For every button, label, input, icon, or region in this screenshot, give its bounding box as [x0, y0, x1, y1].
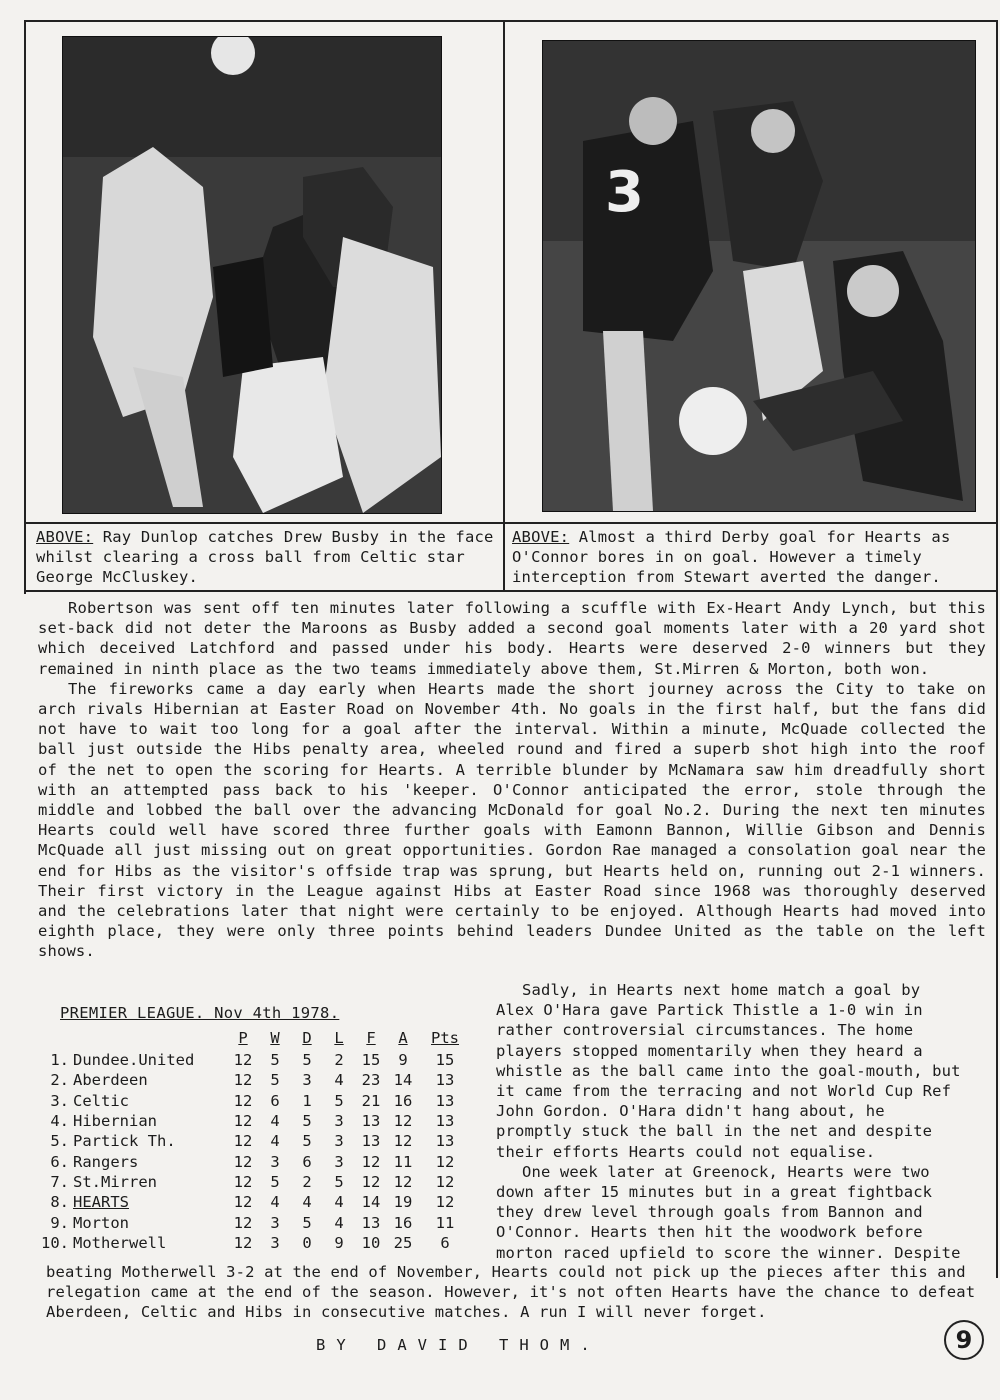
- league-points: 6: [440, 1233, 450, 1252]
- header-points: Pts: [431, 1029, 459, 1047]
- league-table-row: [38, 1131, 471, 1151]
- league-stat-f: 21: [361, 1091, 381, 1110]
- league-team-name: Celtic: [73, 1091, 129, 1110]
- league-points: 15: [435, 1051, 455, 1070]
- league-position: 6.: [50, 1152, 69, 1171]
- league-stat-a: 25: [393, 1233, 413, 1252]
- league-stat-l: 5: [334, 1091, 344, 1110]
- league-stat-f: 13: [361, 1213, 381, 1232]
- caption-right: [512, 527, 980, 587]
- frame-top-border: [24, 20, 998, 22]
- photo-left: [62, 36, 442, 514]
- league-position: 1.: [50, 1051, 69, 1070]
- caption-left-text: Ray Dunlop catches Drew Busby in the face whilst clearing a cross ball from Celtic star George McCluskey.: [36, 528, 494, 586]
- league-stat-w: 4: [270, 1112, 280, 1131]
- league-stat-d: 5: [302, 1112, 312, 1131]
- league-stat-w: 5: [270, 1172, 280, 1191]
- league-stat-w: 4: [270, 1132, 280, 1151]
- league-table-header-row: [38, 1026, 471, 1050]
- caption-left: [36, 527, 496, 587]
- photo-right-graphic: [543, 41, 975, 511]
- article-right-paragraph: Sadly, in Hearts next home match a goal by Alex O'Hara gave Partick Thistle a 1-0 win in rather controversial circumstances. The home players stopped momentarily when they heard a whistle as the ball came into the goal-mouth, but it came from the terracing and not World Cup Ref John Gordon. O'Hara didn't hang about, he promptly stuck the ball in the net and despite their efforts Hearts could not equalise.: [496, 981, 961, 1161]
- league-table-title: PREMIER LEAGUE. Nov 4th 1978.: [60, 1004, 340, 1022]
- league-stat-p: 12: [233, 1213, 253, 1232]
- article-right-paragraph: One week later at Greenock, Hearts were two down after 15 minutes but in a great fightback they drew level through goals from Bannon and O'Connor. Hearts then hit the woodwork before morton raced upfield to score the winner. Despite: [496, 1162, 961, 1262]
- frame-caption-top-border: [24, 522, 998, 524]
- shirt-number-three: 3: [605, 160, 644, 225]
- league-stat-d: 1: [302, 1091, 312, 1110]
- league-team-name: Hibernian: [73, 1112, 157, 1131]
- league-stat-a: 19: [393, 1193, 413, 1212]
- article-right-column: [496, 980, 962, 1263]
- league-table-row: [38, 1192, 471, 1212]
- league-table-row: [38, 1050, 471, 1070]
- league-position: 9.: [50, 1213, 69, 1232]
- league-stat-l: 3: [334, 1152, 344, 1171]
- league-stat-l: 2: [334, 1051, 344, 1070]
- header-drawn: D: [302, 1029, 312, 1047]
- league-team-name: Motherwell: [73, 1233, 167, 1252]
- league-team-name: Aberdeen: [73, 1071, 148, 1090]
- league-stat-f: 13: [361, 1132, 381, 1151]
- league-stat-f: 13: [361, 1112, 381, 1131]
- header-for: F: [366, 1029, 376, 1047]
- league-stat-a: 14: [393, 1071, 413, 1090]
- league-stat-w: 6: [270, 1091, 280, 1110]
- page-number: 9: [944, 1320, 984, 1360]
- league-stat-p: 12: [233, 1172, 253, 1191]
- league-points: 13: [435, 1071, 455, 1090]
- league-stat-d: 4: [302, 1193, 312, 1212]
- league-table-row: [38, 1111, 471, 1131]
- league-team-name: Partick Th.: [73, 1132, 176, 1151]
- header-played: P: [238, 1029, 248, 1047]
- league-stat-p: 12: [233, 1071, 253, 1090]
- league-stat-l: 3: [334, 1132, 344, 1151]
- league-stat-w: 4: [270, 1193, 280, 1212]
- article-closing: beating Motherwell 3-2 at the end of November, Hearts could not pick up the pieces after this and relegation came at the end of the season. However, it's not often Hearts have the chance to defeat Aberdeen, Celtic and Hibs in consecutive matches. A run I will never forget.: [46, 1263, 976, 1322]
- photo-right: [542, 40, 976, 512]
- article-paragraph: The fireworks came a day early when Hearts made the short journey across the City to take on arch rivals Hibernian at Easter Road on November 4th. No goals in the first half, but the fans did not have to wait too long for a goal after the interval. Within a minute, McQuade collected the ball just outside the Hibs penalty area, wheeled round and fired a superb shot high into the roof of the net to open the scoring for Hearts. A terrible blunder by McNamara saw him dreadfully short with an attempted pass back to his 'keeper. O'Connor anticipated the error, stole through the middle and lobbed the ball over the advancing McDonald for goal No.2. During the next ten minutes Hearts could well have scored three further goals with Eamonn Bannon, Willie Gibson and Dennis McQuade all just missing out on great opportunities. Gordon Rae managed a consolation goal near the end for Hibs as the visitor's offside trap was sprung, but Hearts held on, running out 2-1 winners. Their first victory in the League against Hibs at Easter Road since 1968 was thoroughly deserved and the celebrations later that night were certainly to be enjoyed. Although Hearts had moved into eighth place, they were only three points behind leaders Dundee United as the table on the left shows.: [38, 679, 986, 961]
- league-stat-d: 6: [302, 1152, 312, 1171]
- byline: BY DAVID THOM.: [316, 1336, 601, 1354]
- caption-right-lead: ABOVE:: [512, 528, 570, 546]
- league-points: 12: [435, 1172, 455, 1191]
- league-table-row: [38, 1233, 471, 1253]
- league-table-row: [38, 1212, 471, 1232]
- league-stat-f: 23: [361, 1071, 381, 1090]
- league-stat-p: 12: [233, 1132, 253, 1151]
- league-stat-d: 5: [302, 1051, 312, 1070]
- league-stat-w: 5: [270, 1071, 280, 1090]
- article-body: [38, 598, 986, 962]
- article-paragraph: Robertson was sent off ten minutes later following a scuffle with Ex-Heart Andy Lynch, but this set-back did not deter the Maroons as Busby added a second goal moments later with a 20 yard shot which deceived Latchford and passed under his body. Hearts were deserved 2-0 winners but they remained in ninth place as the two teams immediately above them, St.Mirren & Morton, both won.: [38, 599, 986, 678]
- league-table-row: [38, 1151, 471, 1171]
- league-stat-w: 3: [270, 1152, 280, 1171]
- league-points: 12: [435, 1152, 455, 1171]
- league-stat-a: 16: [393, 1213, 413, 1232]
- header-lost: L: [334, 1029, 344, 1047]
- league-stat-f: 12: [361, 1152, 381, 1171]
- league-team-name: Rangers: [73, 1152, 139, 1171]
- header-won: W: [270, 1029, 280, 1047]
- league-stat-l: 4: [334, 1213, 344, 1232]
- frame-caption-bottom-border: [24, 590, 998, 592]
- frame-left-border: [24, 20, 26, 594]
- league-stat-d: 3: [302, 1071, 312, 1090]
- league-position: 3.: [50, 1091, 69, 1110]
- league-stat-f: 14: [361, 1193, 381, 1212]
- league-stat-w: 3: [270, 1233, 280, 1252]
- league-stat-l: 9: [334, 1233, 344, 1252]
- league-stat-p: 12: [233, 1091, 253, 1110]
- league-stat-f: 10: [361, 1233, 381, 1252]
- frame-right-border: [996, 20, 998, 594]
- frame-text-right-border: [996, 590, 998, 1278]
- league-team-name: St.Mirren: [73, 1172, 157, 1191]
- league-position: 5.: [50, 1132, 69, 1151]
- league-stat-a: 12: [393, 1112, 413, 1131]
- league-team-name: HEARTS: [73, 1193, 129, 1212]
- league-stat-a: 12: [393, 1132, 413, 1151]
- league-position: 2.: [50, 1071, 69, 1090]
- league-stat-a: 12: [393, 1172, 413, 1191]
- league-team-name: Dundee.United: [73, 1051, 195, 1070]
- header-against: A: [398, 1029, 408, 1047]
- league-stat-p: 12: [233, 1193, 253, 1212]
- league-points: 12: [435, 1193, 455, 1212]
- league-stat-f: 12: [361, 1172, 381, 1191]
- league-stat-f: 15: [361, 1051, 381, 1070]
- league-points: 13: [435, 1091, 455, 1110]
- frame-photo-divider: [503, 20, 505, 590]
- league-table-body: [38, 1050, 471, 1253]
- league-stat-d: 2: [302, 1172, 312, 1191]
- league-stat-l: 3: [334, 1112, 344, 1131]
- league-table: [38, 1026, 471, 1253]
- league-stat-w: 5: [270, 1051, 280, 1070]
- league-stat-l: 4: [334, 1193, 344, 1212]
- league-stat-p: 12: [233, 1233, 253, 1252]
- league-points: 13: [435, 1112, 455, 1131]
- league-points: 11: [435, 1213, 455, 1232]
- league-table-row: [38, 1070, 471, 1090]
- league-table-row: [38, 1091, 471, 1111]
- league-stat-p: 12: [233, 1152, 253, 1171]
- caption-right-text: Almost a third Derby goal for Hearts as O'Connor bores in on goal. However a timely interception from Stewart averted the danger.: [512, 528, 951, 586]
- league-stat-d: 5: [302, 1132, 312, 1151]
- league-stat-a: 16: [393, 1091, 413, 1110]
- caption-left-lead: ABOVE:: [36, 528, 94, 546]
- league-stat-p: 12: [233, 1051, 253, 1070]
- league-position: 10.: [41, 1233, 69, 1252]
- league-points: 13: [435, 1132, 455, 1151]
- league-stat-d: 5: [302, 1213, 312, 1232]
- league-stat-p: 12: [233, 1112, 253, 1131]
- league-stat-l: 5: [334, 1172, 344, 1191]
- league-stat-l: 4: [334, 1071, 344, 1090]
- league-stat-d: 0: [302, 1233, 312, 1252]
- photo-left-graphic: [63, 37, 441, 513]
- league-position: 8.: [50, 1193, 69, 1212]
- league-stat-a: 9: [398, 1051, 408, 1070]
- league-position: 7.: [50, 1172, 69, 1191]
- league-stat-a: 11: [393, 1152, 413, 1171]
- league-table-row: [38, 1172, 471, 1192]
- league-team-name: Morton: [73, 1213, 129, 1232]
- league-position: 4.: [50, 1112, 69, 1131]
- league-stat-w: 3: [270, 1213, 280, 1232]
